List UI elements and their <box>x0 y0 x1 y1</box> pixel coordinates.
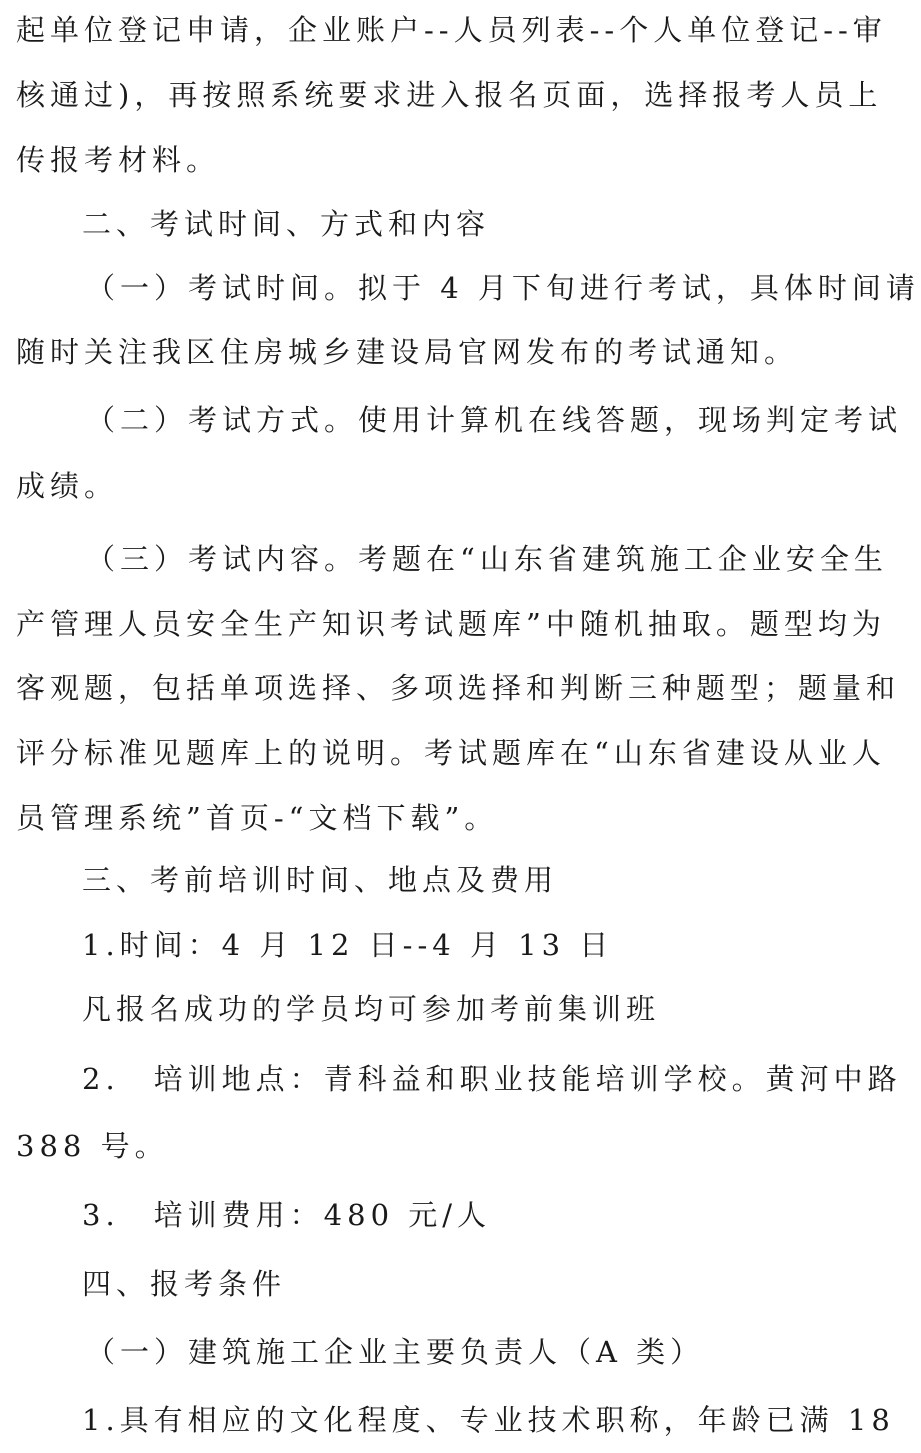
text-line-18: 388 号。 <box>16 1129 169 1163</box>
section-heading-2: 二、考试时间、方式和内容 <box>82 207 491 241</box>
text-line-15: 1.时间：4 月 12 日--4 月 13 日 <box>82 928 614 962</box>
text-line-11: 客观题，包括单项选择、多项选择和判断三种题型；题量和 <box>16 671 901 705</box>
text-line-9: （三）考试内容。考题在“山东省建筑施工企业安全生 <box>86 542 888 576</box>
text-line-17: 2. 培训地点：青科益和职业技能培训学校。黄河中路 <box>82 1062 902 1096</box>
text-line-21: （一）建筑施工企业主要负责人（A 类） <box>86 1335 705 1369</box>
text-line-3: 传报考材料。 <box>16 143 221 177</box>
text-line-22: 1.具有相应的文化程度、专业技术职称，年龄已满 18 <box>82 1403 895 1437</box>
text-line-2: 核通过)，再按照系统要求进入报名页面，选择报考人员上 <box>16 78 883 112</box>
text-line-19: 3. 培训费用：480 元/人 <box>82 1198 492 1232</box>
text-line-12: 评分标准见题库上的说明。考试题库在“山东省建设从业人 <box>16 736 886 770</box>
text-line-7: （二）考试方式。使用计算机在线答题，现场判定考试 <box>86 403 903 437</box>
text-line-6: 随时关注我区住房城乡建设局官网发布的考试通知。 <box>16 335 799 369</box>
section-heading-3: 三、考前培训时间、地点及费用 <box>82 863 559 897</box>
text-line-16: 凡报名成功的学员均可参加考前集训班 <box>82 992 661 1026</box>
text-line-5: （一）考试时间。拟于 4 月下旬进行考试，具体时间请 <box>86 271 920 305</box>
text-line-10: 产管理人员安全生产知识考试题库”中随机抽取。题型均为 <box>16 607 886 641</box>
text-line-8: 成绩。 <box>16 469 119 503</box>
section-heading-4: 四、报考条件 <box>82 1267 287 1301</box>
text-line-1: 起单位登记申请，企业账户--人员列表--个人单位登记--审 <box>16 13 887 47</box>
text-line-13: 员管理系统”首页-“文档下载”。 <box>16 801 499 835</box>
